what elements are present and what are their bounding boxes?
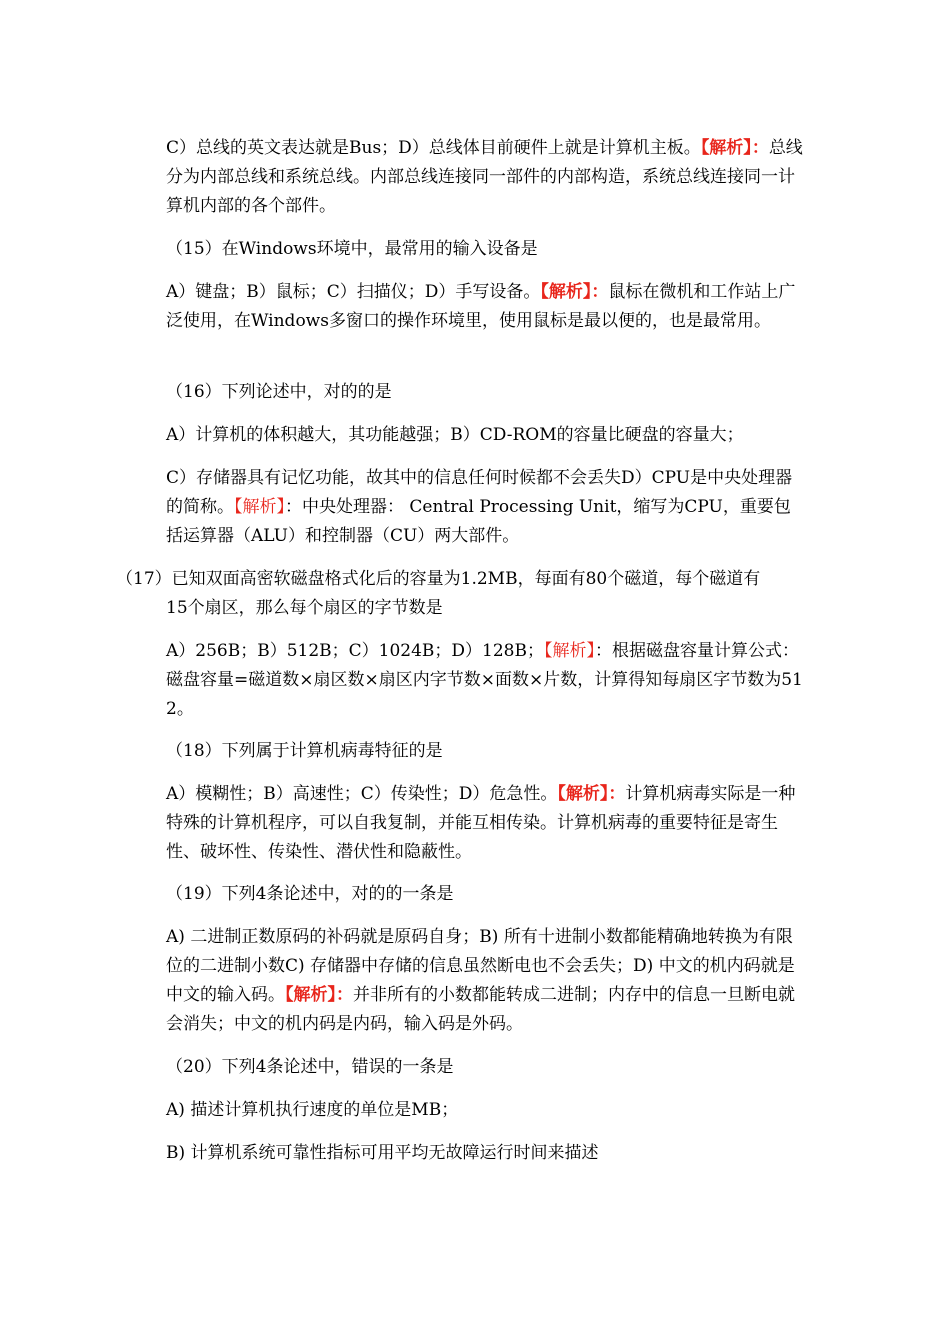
analysis-label: 【解析】：: [557, 784, 626, 804]
answer-text: A）键盘；B）鼠标；C）扫描仪；D）手写设备。: [166, 282, 541, 302]
analysis-label-colon: ：: [751, 138, 769, 158]
analysis-label: 【解析】：: [540, 282, 609, 302]
answer-text: A）模糊性；B）高速性；C）传染性；D）危急性。: [166, 784, 558, 804]
answer-20-option-b: B) 计算机系统可靠性指标可用平均无故障运行时间来描述: [166, 1143, 599, 1163]
answer-18: [166, 780, 806, 867]
question-17: [116, 565, 806, 623]
analysis-text: 总线分为内部总线和系统总线。内部总线连接同一部件的内部构造，系统总线连接同一计算机内部的各个部件。: [166, 138, 803, 216]
answer-text: C）总线的英文表达就是Bus；D）总线体目前硬件上就是计算机主板。: [166, 138, 701, 158]
analysis-label: 【解析】：: [285, 985, 353, 1005]
question-18: （18）下列属于计算机病毒特征的是: [166, 741, 443, 761]
question-17-line-1: （17）已知双面高密软磁盘格式化后的容量为1.2MB，每面有80个磁道，每个磁道有: [116, 569, 761, 589]
analysis-text: 鼠标在微机和工作站上广泛使用，在Windows多窗口的操作环境里，使用鼠标是最以便的，也是最常用。: [166, 282, 796, 331]
analysis-label: [701, 138, 769, 158]
question-17-line-2: 15个扇区，那么每个扇区的字节数是: [166, 598, 443, 618]
analysis-label-open: 【解析】: [700, 138, 752, 158]
question-15: （15）在Windows环境中，最常用的输入设备是: [166, 239, 538, 259]
analysis-label: 【解析】: [543, 641, 595, 661]
answer-text: C）存储器具有记忆功能，故其中的信息任何时候都不会丢失D）CPU是中央处理器的简称。: [166, 468, 793, 517]
question-20: （20）下列4条论述中，错误的一条是: [166, 1057, 454, 1077]
question-16: （16）下列论述中，对的的是: [166, 382, 392, 402]
answer-19: [166, 923, 806, 1039]
answer-text: A）256B；B）512B；C）1024B；D）128B；: [166, 641, 544, 661]
analysis-label: 【解析】: [234, 497, 285, 517]
question-19: （19）下列4条论述中，对的的一条是: [166, 884, 454, 904]
analysis-text: ：中央处理器： Central Processing Unit，缩写为CPU，重要包括运算器（ALU）和控制器（CU）两大部件。: [166, 497, 791, 546]
answer-15: [166, 278, 806, 336]
analysis-text: 并非所有的小数都能转成二进制；内存中的信息一旦断电就会消失；中文的机内码是内码，输入码是外码。: [166, 985, 795, 1034]
analysis-text: 计算机病毒实际是一种特殊的计算机程序，可以自我复制，并能互相传染。计算机病毒的重要特征是寄生性、破坏性、传染性、潜伏性和隐蔽性。: [166, 784, 796, 862]
answer-16-options-cd: [166, 464, 806, 551]
analysis-text: ：根据磁盘容量计算公式：磁盘容量=磁道数×扇区数×扇区内字节数×面数×片数，计算得知每扇区字节数为512。: [166, 641, 803, 719]
answer-14-continued: [166, 134, 806, 221]
answer-text: A) 二进制正数原码的补码就是原码自身；B) 所有十进制小数都能精确地转换为有限位的二进制小数C) 存储器中存储的信息虽然断电也不会丢失；D) 中文的机内码就是中文的输入码。: [166, 927, 795, 1005]
answer-17: [166, 637, 806, 724]
answer-20-option-a: A) 描述计算机执行速度的单位是MB；: [166, 1100, 459, 1120]
answer-16-options-ab: A）计算机的体积越大，其功能越强；B）CD-ROM的容量比硬盘的容量大；: [166, 425, 744, 445]
